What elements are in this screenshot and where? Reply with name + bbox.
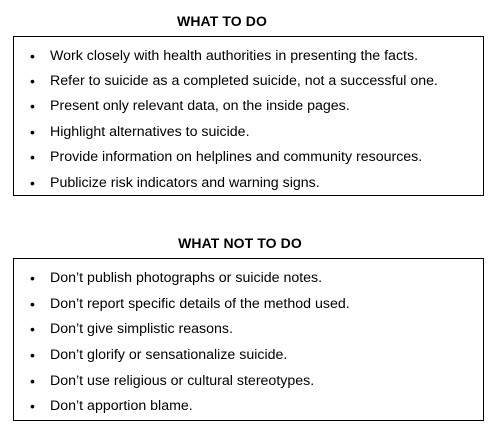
list-item-text: Don’t publish photographs or suicide notes. xyxy=(50,270,323,286)
list-item-text: Don’t apportion blame. xyxy=(50,398,193,414)
bullet-icon: • xyxy=(30,48,35,64)
bullet-icon: • xyxy=(30,270,35,286)
bullet-icon: • xyxy=(30,373,35,389)
bullet-icon: • xyxy=(30,321,35,337)
list-item xyxy=(14,394,483,418)
bullet-icon: • xyxy=(30,124,35,140)
list-item xyxy=(14,171,483,195)
list-item xyxy=(14,120,483,144)
list-item-text: Don’t give simplistic reasons. xyxy=(50,321,233,337)
list-item-text: Don’t glorify or sensationalize suicide. xyxy=(50,347,288,363)
list-item xyxy=(14,145,483,169)
list-item-text: Work closely with health authorities in presenting the facts. xyxy=(50,48,419,64)
bullet-icon: • xyxy=(30,98,35,114)
list-item xyxy=(14,343,483,367)
list-item xyxy=(14,44,483,68)
bullet-icon: • xyxy=(30,398,35,414)
list-item xyxy=(14,69,483,93)
list-item-text: Don’t use religious or cultural stereotypes. xyxy=(50,373,315,389)
list-item-text: Don’t report specific details of the method used. xyxy=(50,296,350,312)
what-to-do-list xyxy=(13,36,484,196)
list-item-text: Provide information on helplines and community resources. xyxy=(50,149,423,165)
list-item xyxy=(14,266,483,290)
list-item xyxy=(14,292,483,316)
what-not-to-do-heading: WHAT NOT TO DO xyxy=(178,235,302,251)
list-item-text: Refer to suicide as a completed suicide, not a successful one. xyxy=(50,73,439,89)
list-item-text: Highlight alternatives to suicide. xyxy=(50,124,250,140)
list-item xyxy=(14,94,483,118)
bullet-icon: • xyxy=(30,175,35,191)
list-item xyxy=(14,369,483,393)
bullet-icon: • xyxy=(30,73,35,89)
bullet-icon: • xyxy=(30,347,35,363)
list-item xyxy=(14,317,483,341)
bullet-icon: • xyxy=(30,149,35,165)
list-item-text: Present only relevant data, on the inside pages. xyxy=(50,98,350,114)
list-item-text: Publicize risk indicators and warning signs. xyxy=(50,175,320,191)
what-not-to-do-list xyxy=(13,258,484,421)
what-to-do-heading: WHAT TO DO xyxy=(177,13,267,29)
bullet-icon: • xyxy=(30,296,35,312)
